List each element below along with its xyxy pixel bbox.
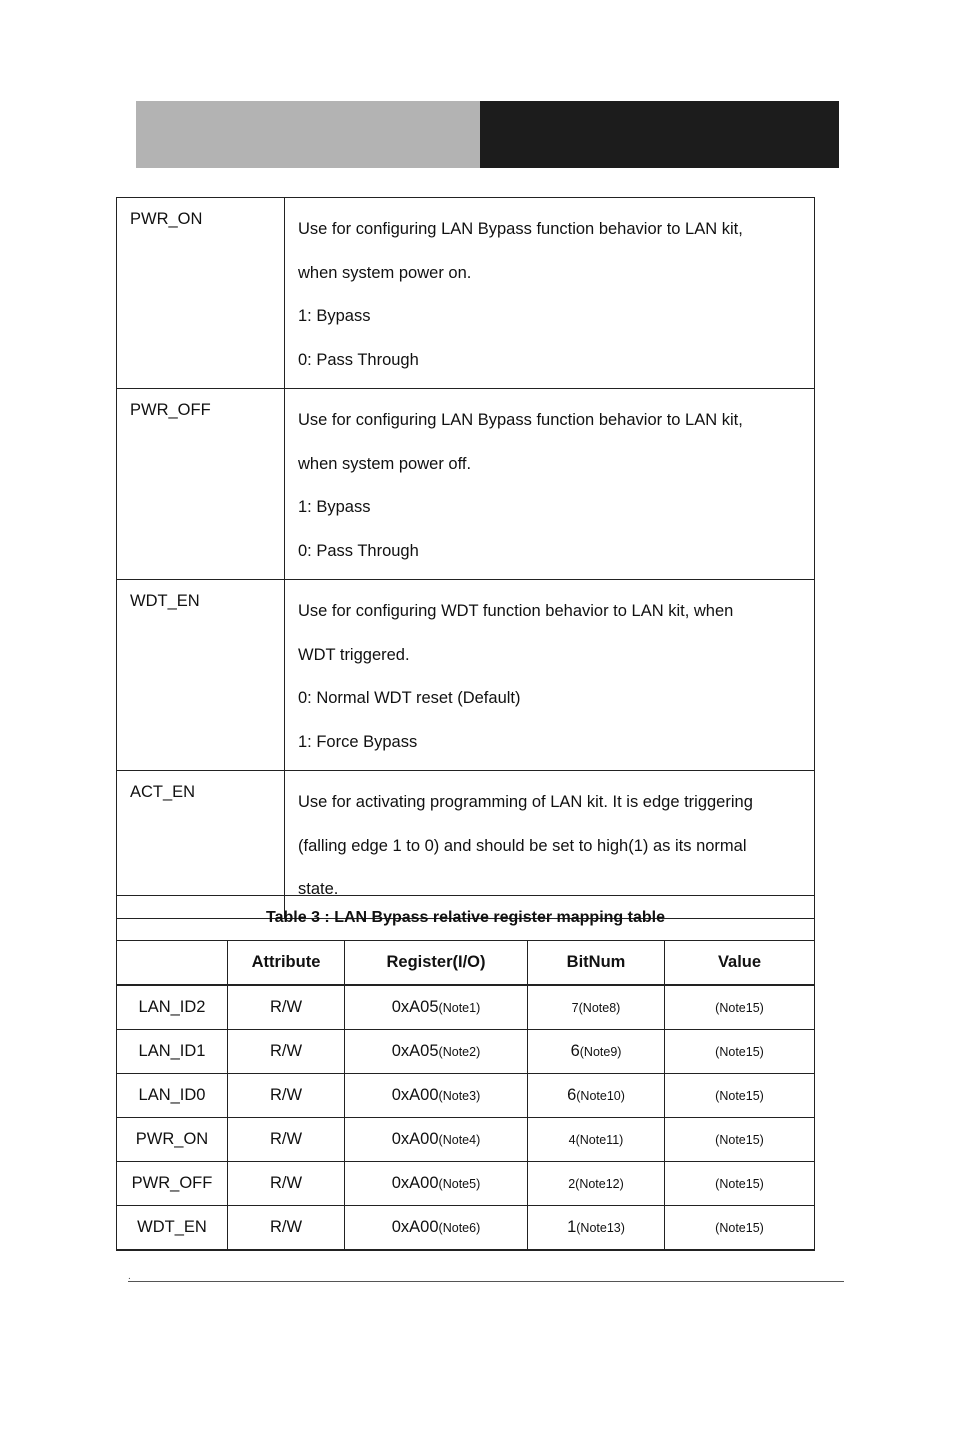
bit-number: 7 (571, 1001, 579, 1015)
register-note: (Note3) (438, 1089, 481, 1103)
cell-name (117, 985, 228, 1030)
bit-note: (Note10) (576, 1089, 625, 1103)
header-value: Value (665, 941, 815, 986)
register-description (285, 198, 815, 389)
description-line: when system power off. (298, 454, 472, 473)
description-line: Use for configuring WDT function behavior to LAN kit, when (298, 602, 734, 620)
bit-note: (Note12) (575, 1177, 624, 1191)
table-row (117, 1162, 815, 1206)
register-description (285, 389, 815, 580)
attribute-value: R/W (269, 1218, 303, 1236)
register-name: WDT_EN (137, 1218, 207, 1236)
register-note: (Note5) (438, 1177, 481, 1191)
register-name: LAN_ID2 (138, 998, 206, 1016)
table-row (117, 1118, 815, 1162)
register-description (285, 580, 815, 771)
value-note: (Note15) (715, 1177, 764, 1191)
register-name: PWR_ON (117, 198, 285, 389)
register-address: 0xA00 (391, 1130, 439, 1148)
bit-note: (Note11) (575, 1133, 624, 1147)
attribute-value: R/W (269, 1042, 303, 1060)
cell-register (345, 1162, 528, 1206)
description-line: Use for configuring LAN Bypass function behavior to LAN kit, (298, 220, 743, 238)
description-line: Use for activating programming of LAN kit. It is edge triggering (298, 793, 753, 811)
cell-bitnum (528, 985, 665, 1030)
register-name: WDT_EN (117, 580, 285, 771)
value-note: (Note15) (715, 1001, 764, 1015)
attribute-value: R/W (269, 1130, 303, 1148)
table-header-row (117, 941, 815, 986)
register-note: (Note1) (438, 1001, 481, 1015)
bit-number: 6 (567, 1086, 577, 1104)
register-name: PWR_ON (135, 1130, 209, 1148)
cell-value (665, 985, 815, 1030)
register-note: (Note6) (438, 1221, 481, 1235)
description-line: 1: Force Bypass (298, 732, 418, 751)
header-bar-left (136, 101, 480, 168)
cell-name (117, 1118, 228, 1162)
cell-bitnum (528, 1030, 665, 1074)
bit-note: (Note8) (578, 1001, 621, 1015)
cell-name (117, 1162, 228, 1206)
register-address: 0xA00 (391, 1174, 439, 1192)
register-address: 0xA00 (391, 1086, 439, 1104)
bit-note: (Note13) (576, 1221, 625, 1235)
register-name: LAN_ID0 (138, 1086, 206, 1104)
cell-attribute (228, 1206, 345, 1251)
value-note: (Note15) (715, 1221, 764, 1235)
footer-divider (128, 1281, 844, 1282)
cell-bitnum (528, 1206, 665, 1251)
bit-number: 4 (568, 1133, 576, 1147)
description-line: when system power on. (298, 263, 472, 282)
description-line: 1: Bypass (298, 307, 371, 325)
cell-value (665, 1074, 815, 1118)
value-note: (Note15) (715, 1133, 764, 1147)
bit-number: 1 (567, 1218, 577, 1236)
cell-bitnum (528, 1074, 665, 1118)
register-mapping-table (116, 895, 815, 1251)
description-line: WDT triggered. (298, 645, 410, 664)
cell-value (665, 1206, 815, 1251)
attribute-value: R/W (269, 998, 303, 1016)
description-line: Use for configuring LAN Bypass function behavior to LAN kit, (298, 411, 743, 429)
register-name: PWR_OFF (131, 1174, 213, 1192)
description-row (117, 580, 815, 771)
description-line: 0: Normal WDT reset (Default) (298, 689, 521, 707)
attribute-value: R/W (269, 1174, 303, 1192)
cell-attribute (228, 1118, 345, 1162)
cell-value (665, 1030, 815, 1074)
cell-attribute (228, 1030, 345, 1074)
description-row (117, 389, 815, 580)
cell-register (345, 1074, 528, 1118)
cell-value (665, 1118, 815, 1162)
cell-value (665, 1162, 815, 1206)
table-caption: Table 3 : LAN Bypass relative register mapping table (117, 896, 815, 941)
header-bar-right (480, 101, 839, 168)
description-line: (falling edge 1 to 0) and should be set to high(1) as its normal (298, 836, 747, 855)
attribute-value: R/W (269, 1086, 303, 1104)
table-row (117, 1030, 815, 1074)
description-line: 0: Pass Through (298, 350, 419, 369)
bit-number: 6 (570, 1042, 580, 1060)
cell-bitnum (528, 1162, 665, 1206)
table-row (117, 1074, 815, 1118)
cell-register (345, 1206, 528, 1251)
header-name (117, 941, 228, 986)
description-line: 1: Bypass (298, 498, 371, 516)
table-row (117, 1206, 815, 1251)
register-address: 0xA05 (391, 998, 439, 1016)
value-note: (Note15) (715, 1045, 764, 1059)
description-line: state. (298, 880, 339, 898)
register-description-table (116, 197, 815, 919)
cell-name (117, 1030, 228, 1074)
cell-name (117, 1074, 228, 1118)
description-line: 0: Pass Through (298, 541, 419, 560)
value-note: (Note15) (715, 1089, 764, 1103)
bit-note: (Note9) (579, 1045, 622, 1059)
header-bitnum: BitNum (528, 941, 665, 986)
cell-bitnum (528, 1118, 665, 1162)
cell-attribute (228, 1074, 345, 1118)
header-register: Register(I/O) (345, 941, 528, 986)
cell-register (345, 1030, 528, 1074)
table-row (117, 985, 815, 1030)
register-name: LAN_ID1 (138, 1042, 206, 1060)
cell-register (345, 1118, 528, 1162)
register-address: 0xA00 (391, 1218, 439, 1236)
description-row (117, 198, 815, 389)
register-note: (Note2) (438, 1045, 481, 1059)
header-attribute: Attribute (228, 941, 345, 986)
register-address: 0xA05 (391, 1042, 439, 1060)
cell-name (117, 1206, 228, 1251)
register-name: PWR_OFF (117, 389, 285, 580)
register-name: ACT_EN (117, 771, 285, 919)
cell-attribute (228, 985, 345, 1030)
bit-number: 2 (568, 1177, 576, 1191)
footer-mark: . (128, 1271, 131, 1282)
cell-register (345, 985, 528, 1030)
register-note: (Note4) (438, 1133, 481, 1147)
cell-attribute (228, 1162, 345, 1206)
